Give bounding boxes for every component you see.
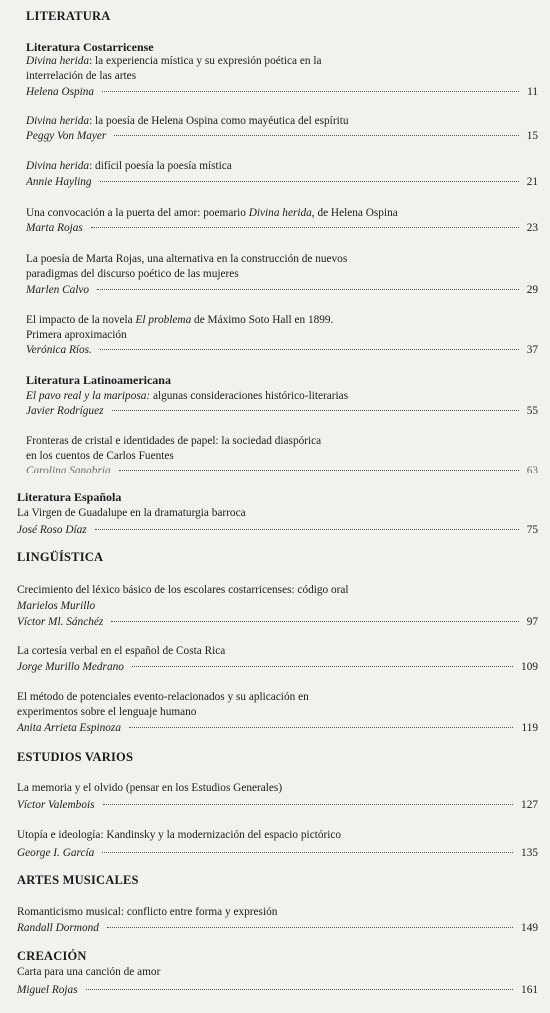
entry-title: El impacto de la novela El problema de Máximo Soto Hall en 1899. (26, 314, 334, 326)
entry-author: Verónica Ríos. (26, 344, 92, 356)
toc-entry-line[interactable] (17, 659, 538, 675)
toc-entry-line[interactable] (26, 342, 538, 358)
entry-title-cont: experimentos sobre el lenguaje humano (17, 706, 197, 718)
dot-leader (119, 470, 519, 471)
dot-leader (102, 91, 519, 92)
section-heading-creacion: CREACIÓN (17, 949, 87, 963)
toc-entry-line[interactable] (26, 220, 538, 236)
dot-leader (97, 289, 519, 290)
entry-title: Utopía e ideología: Kandinsky y la modernización del espacio pictórico (17, 829, 342, 841)
section-heading-artes-musicales: ARTES MUSICALES (17, 873, 139, 887)
entry-title: Una convocación a la puerta del amor: poemario Divina herida, de Helena Ospina (26, 207, 398, 219)
toc-entry-line[interactable] (17, 845, 538, 861)
toc-entry-line[interactable] (26, 403, 538, 419)
entry-title: Divina herida: la experiencia mística y su expresión poética en la (26, 55, 322, 67)
dot-leader (111, 621, 518, 622)
entry-title: El pavo real y la mariposa: algunas consideraciones histórico-literarias (26, 390, 349, 402)
toc-entry-line[interactable] (26, 463, 538, 473)
entry-page: 127 (521, 799, 538, 811)
entry-page: 63 (526, 465, 538, 473)
entry-page: 15 (526, 130, 538, 142)
entry-author: Anita Arrieta Espinoza (17, 722, 121, 734)
toc-entry-line[interactable] (17, 920, 538, 936)
toc-entry-line[interactable] (17, 797, 538, 813)
section-heading-estudios-varios: ESTUDIOS VARIOS (17, 750, 134, 764)
subsection-heading-espanola: Literatura Española (17, 490, 122, 504)
dot-leader (129, 727, 513, 728)
entry-page: 29 (526, 284, 538, 296)
dot-leader (95, 529, 519, 530)
entry-author: Carolina Sanabria (26, 465, 111, 473)
dot-leader (100, 349, 519, 350)
dot-leader (112, 410, 519, 411)
entry-page: 149 (521, 922, 538, 934)
entry-page: 161 (521, 984, 538, 996)
entry-page: 21 (526, 176, 538, 188)
dot-leader (114, 135, 518, 136)
entry-title: La cortesía verbal en el español de Costa Rica (17, 645, 226, 657)
entry-author: Randall Dormond (17, 922, 99, 934)
dot-leader (91, 227, 519, 228)
entry-page: 75 (526, 524, 538, 536)
entry-title: La Virgen de Guadalupe en la dramaturgia barroca (17, 507, 246, 519)
entry-title: Divina herida: la poesía de Helena Ospina como mayéutica del espíritu (26, 115, 349, 127)
entry-page: 55 (526, 405, 538, 417)
entry-author: George I. García (17, 847, 95, 859)
toc-entry-line[interactable] (17, 720, 538, 736)
entry-page: 119 (521, 722, 538, 734)
entry-author: Víctor Valembois (17, 799, 95, 811)
entry-author: Marielos Murillo (17, 600, 96, 612)
dot-leader (107, 927, 513, 928)
toc-entry-line[interactable] (26, 174, 538, 190)
entry-title: Fronteras de cristal e identidades de papel: la sociedad diaspórica (26, 435, 322, 447)
toc-entry-line[interactable] (26, 84, 538, 100)
entry-title-cont: paradigmas del discurso poético de las mujeres (26, 268, 239, 280)
entry-title: La memoria y el olvido (pensar en los Estudios Generales) (17, 782, 283, 794)
subsection-heading-costarricense: Literatura Costarricense (26, 40, 154, 54)
entry-title-cont: Primera aproximación (26, 329, 127, 341)
entry-author: Marlen Calvo (26, 284, 90, 296)
section-heading-literatura: LITERATURA (26, 9, 111, 23)
entry-title: La poesía de Marta Rojas, una alternativa en la construcción de nuevos (26, 253, 348, 265)
dot-leader (103, 804, 514, 805)
entry-author: Marta Rojas (26, 222, 83, 234)
dot-leader (86, 989, 513, 990)
entry-page: 97 (526, 616, 538, 628)
toc-entry-line[interactable] (26, 282, 538, 298)
entry-author: Jorge Murillo Medrano (17, 661, 124, 673)
entry-author: Helena Ospina (26, 86, 95, 98)
entry-page: 109 (521, 661, 538, 673)
toc-entry-line[interactable] (26, 128, 538, 144)
entry-title: Romanticismo musical: conflicto entre forma y expresión (17, 906, 278, 918)
toc-entry-line[interactable] (17, 522, 538, 538)
entry-page: 37 (526, 344, 538, 356)
entry-title: Carta para una canción de amor (17, 966, 161, 978)
dot-leader (102, 852, 513, 853)
entry-author: José Roso Díaz (17, 524, 87, 536)
section-heading-linguistica: LINGÜÍSTICA (17, 550, 104, 564)
entry-author: Miguel Rojas (17, 984, 78, 996)
entry-author: Peggy Von Mayer (26, 130, 107, 142)
dot-leader (100, 181, 519, 182)
entry-title-cont: en los cuentos de Carlos Fuentes (26, 450, 174, 462)
toc-entry-line[interactable] (17, 982, 538, 998)
toc-entry-line[interactable] (17, 614, 538, 630)
entry-title: El método de potenciales evento-relacionados y su aplicación en (17, 691, 309, 703)
entry-author: Javier Rodríguez (26, 405, 104, 417)
dot-leader (132, 666, 513, 667)
entry-title: Crecimiento del léxico básico de los escolares costarricenses: código oral (17, 584, 349, 596)
entry-page: 135 (521, 847, 538, 859)
entry-author: Annie Hayling (26, 176, 92, 188)
entry-page: 23 (526, 222, 538, 234)
entry-title-cont: interrelación de las artes (26, 70, 137, 82)
entry-author: Víctor Ml. Sánchéz (17, 616, 104, 628)
entry-page: 11 (527, 86, 538, 98)
entry-title: Divina herida: difícil poesía la poesía mística (26, 160, 232, 172)
subsection-heading-latinoamericana: Literatura Latinoamericana (26, 373, 171, 387)
